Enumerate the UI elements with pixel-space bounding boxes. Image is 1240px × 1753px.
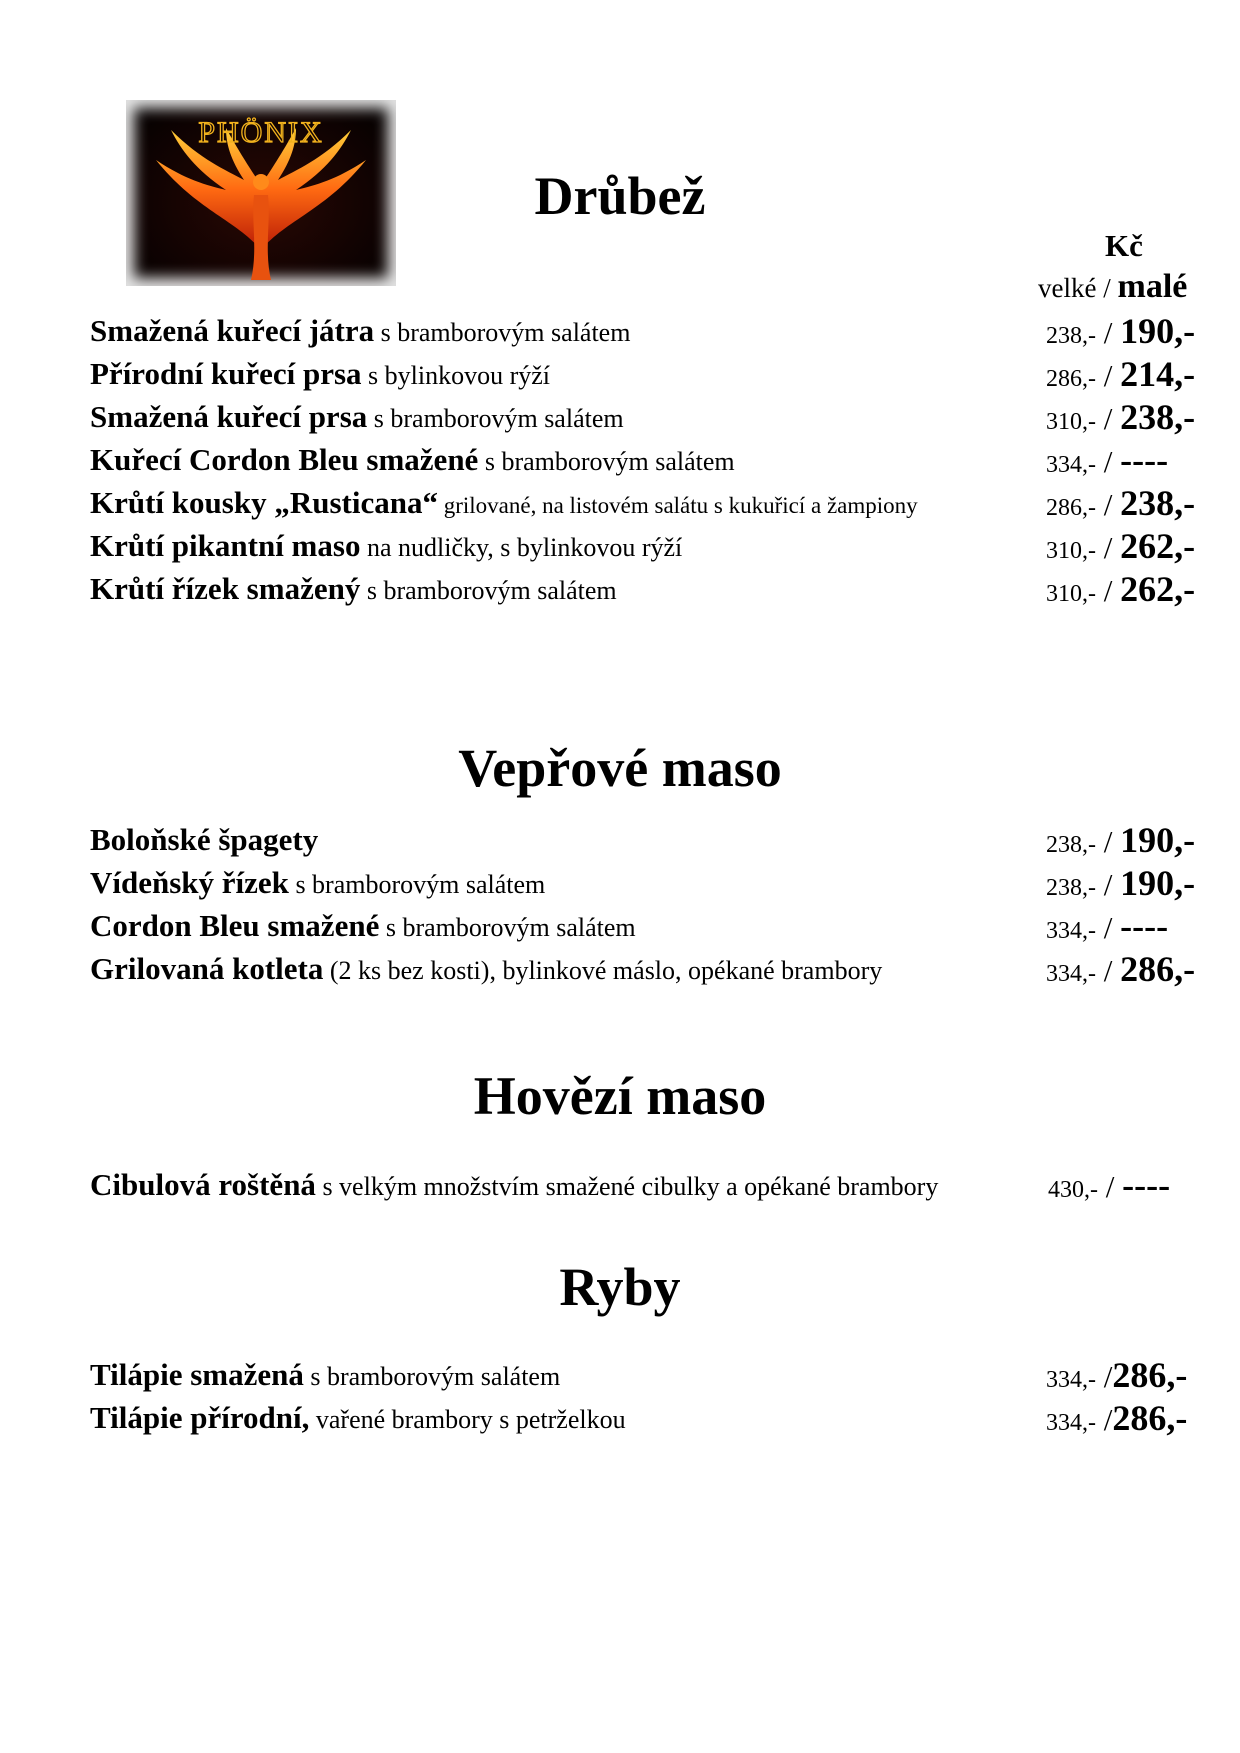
- price-small: 190,-: [1120, 863, 1196, 903]
- price-large: 310,-: [1046, 409, 1096, 435]
- menu-item: [0, 1165, 1240, 1205]
- item-description: s bramborovým salátem: [288, 870, 546, 899]
- price-small: 262,-: [1120, 526, 1196, 566]
- item-name: Tilápie přírodní,: [90, 1400, 310, 1435]
- price-large: 334,-: [1046, 961, 1096, 987]
- price-large: 334,-: [1046, 1367, 1096, 1393]
- item-name: Smažená kuřecí játra: [90, 313, 375, 348]
- item-description: s bramborovým salátem: [360, 576, 617, 605]
- menu-item: [0, 1355, 1240, 1395]
- price-small: 190,-: [1120, 820, 1196, 860]
- item-name: Vídeňský řízek: [90, 865, 289, 900]
- item-price: 430,- / ----: [1048, 1165, 1171, 1205]
- price-large: 286,-: [1046, 366, 1096, 392]
- price-small: ----: [1120, 440, 1169, 480]
- section-title-ryby: Ryby: [559, 1257, 681, 1317]
- price-large: 310,-: [1046, 538, 1096, 564]
- item-price: 238,- / 190,-: [1046, 820, 1196, 860]
- section-title-veprove: Vepřové maso: [458, 738, 782, 798]
- price-small: 238,-: [1120, 483, 1196, 523]
- size-large-label: velké: [1038, 273, 1097, 303]
- logo-text: PHÖNIX: [198, 116, 324, 149]
- item-name: Tilápie smažená: [90, 1357, 304, 1392]
- item-description: s velkým množstvím smažené cibulky a opékané brambory: [315, 1172, 939, 1201]
- item-name: Boloňské špagety: [90, 822, 319, 857]
- item-price: 334,- / ----: [1046, 440, 1169, 480]
- price-large: 334,-: [1046, 452, 1096, 478]
- price-large: 238,-: [1046, 323, 1096, 349]
- price-small: 190,-: [1120, 311, 1196, 351]
- menu-item: [0, 354, 1240, 394]
- item-description: (2 ks bez kosti), bylinkové máslo, opékané brambory: [323, 956, 883, 985]
- price-large: 430,-: [1048, 1177, 1098, 1203]
- price-small: ----: [1120, 906, 1169, 946]
- item-price: 238,- / 190,-: [1046, 311, 1196, 351]
- item-name: Smažená kuřecí prsa: [90, 399, 368, 434]
- menu-item: [0, 483, 1240, 523]
- item-description: s bramborovým salátem: [303, 1362, 561, 1391]
- price-large: 238,-: [1046, 875, 1096, 901]
- item-name: Krůtí pikantní maso: [90, 528, 361, 563]
- menu-item: [0, 526, 1240, 566]
- menu-item: [0, 440, 1240, 480]
- price-large: 286,-: [1046, 495, 1096, 521]
- menu-item: [0, 820, 1240, 860]
- menu-item: [0, 906, 1240, 946]
- size-small-label: malé: [1117, 268, 1188, 305]
- item-name: Krůtí řízek smažený: [90, 571, 361, 606]
- menu-item: [0, 949, 1240, 989]
- item-price: 310,- / 262,-: [1046, 569, 1196, 609]
- item-price: 286,- / 214,-: [1046, 354, 1196, 394]
- item-name: Cordon Bleu smažené: [90, 908, 380, 943]
- section-title-drubez: Drůbež: [534, 166, 706, 226]
- menu-item: [0, 863, 1240, 903]
- item-price: 334,- /286,-: [1046, 1398, 1188, 1438]
- item-description: grilované, na listovém salátu s kukuřicí a žampiony: [437, 493, 918, 518]
- item-description: s bramborovým salátem: [367, 404, 624, 433]
- menu-item: [0, 311, 1240, 351]
- item-description: s bramborovým salátem: [478, 447, 735, 476]
- price-small: 286,-: [1112, 1355, 1188, 1395]
- price-large: 310,-: [1046, 581, 1096, 607]
- item-name: Kuřecí Cordon Bleu smažené: [90, 442, 479, 477]
- price-small: 238,-: [1120, 397, 1196, 437]
- price-small: ----: [1122, 1165, 1171, 1205]
- item-description: s bramborovým salátem: [379, 913, 636, 942]
- price-small: 262,-: [1120, 569, 1196, 609]
- item-description: s bramborovým salátem: [374, 318, 631, 347]
- item-description: vařené brambory s petrželkou: [309, 1405, 626, 1434]
- section-title-hovezi: Hovězí maso: [473, 1066, 767, 1126]
- item-name: Krůtí kousky „Rusticana“: [90, 485, 438, 520]
- price-small: 214,-: [1120, 354, 1196, 394]
- item-name: Cibulová roštěná: [90, 1167, 316, 1202]
- item-price: 334,- / 286,-: [1046, 949, 1196, 989]
- price-large: 238,-: [1046, 832, 1096, 858]
- item-description: s bylinkovou rýží: [361, 361, 551, 390]
- item-price: 286,- / 238,-: [1046, 483, 1196, 523]
- item-price: 334,- / ----: [1046, 906, 1169, 946]
- size-header: velké / malé: [1038, 268, 1188, 305]
- price-large: 334,-: [1046, 1410, 1096, 1436]
- price-small: 286,-: [1120, 949, 1196, 989]
- price-small: 286,-: [1112, 1398, 1188, 1438]
- item-price: 310,- / 238,-: [1046, 397, 1196, 437]
- menu-item: [0, 569, 1240, 609]
- item-name: Přírodní kuřecí prsa: [90, 356, 362, 391]
- item-price: 334,- /286,-: [1046, 1355, 1188, 1395]
- item-description: na nudličky, s bylinkovou rýží: [360, 533, 683, 562]
- menu-item: [0, 397, 1240, 437]
- price-large: 334,-: [1046, 918, 1096, 944]
- item-price: 238,- / 190,-: [1046, 863, 1196, 903]
- item-price: 310,- / 262,-: [1046, 526, 1196, 566]
- currency-label: Kč: [1105, 228, 1143, 263]
- menu-item: [0, 1398, 1240, 1438]
- item-name: Grilovaná kotleta: [90, 951, 324, 986]
